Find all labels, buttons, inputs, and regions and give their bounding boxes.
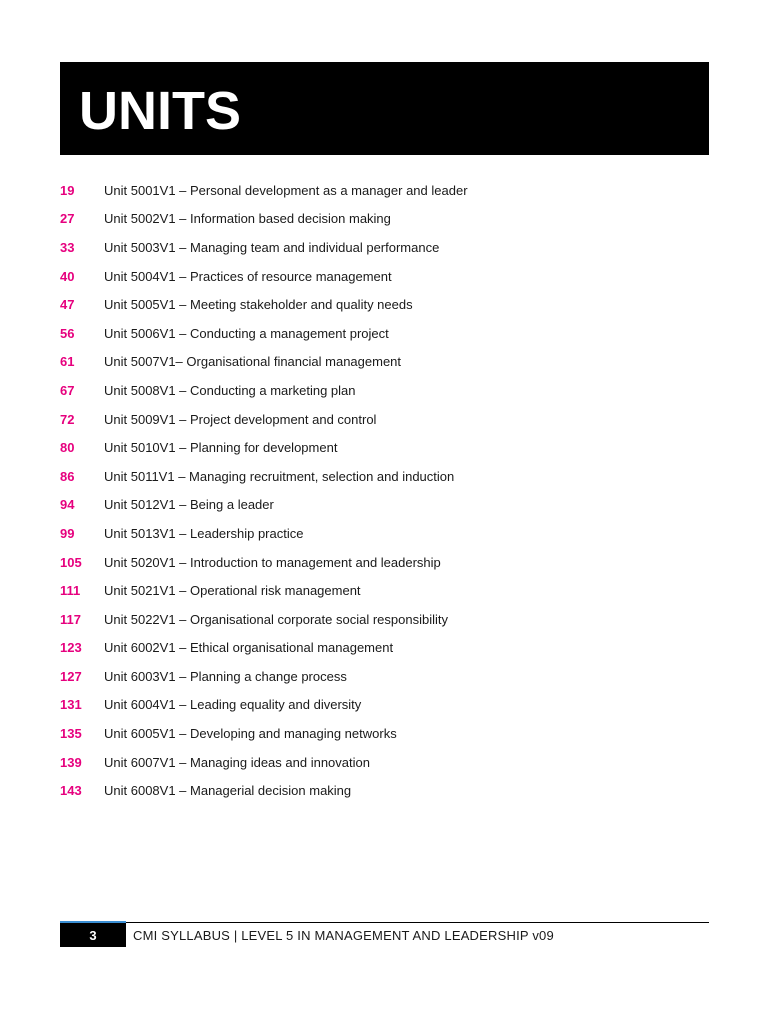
units-list: [60, 176, 709, 805]
unit-page-number: 131: [60, 697, 82, 713]
unit-row: [60, 405, 709, 434]
unit-title: Unit 6002V1 – Ethical organisational management: [104, 640, 394, 656]
unit-title: Unit 5013V1 – Leadership practice: [104, 525, 304, 541]
header-band: [60, 62, 709, 155]
unit-row: [60, 233, 709, 262]
unit-row: [60, 376, 709, 405]
unit-title: Unit 5006V1 – Conducting a management project: [104, 325, 389, 341]
unit-title: Unit 5010V1 – Planning for development: [104, 440, 338, 456]
unit-row: [60, 462, 709, 491]
page-title: UNITS: [79, 81, 241, 141]
unit-title: Unit 5004V1 – Practices of resource management: [104, 268, 392, 284]
unit-row: [60, 719, 709, 748]
unit-row: [60, 205, 709, 234]
unit-title: Unit 5008V1 – Conducting a marketing plan: [104, 382, 356, 398]
unit-title: Unit 6008V1 – Managerial decision making: [104, 783, 352, 799]
unit-page-number: 86: [60, 468, 75, 484]
unit-page-number: 40: [60, 268, 75, 284]
unit-page-number: 94: [60, 497, 75, 513]
unit-title: Unit 5022V1 – Organisational corporate social responsibility: [104, 611, 448, 627]
unit-page-number: 127: [60, 668, 82, 684]
unit-row: [60, 176, 709, 205]
unit-page-number: 33: [60, 239, 75, 255]
unit-page-number: 139: [60, 754, 82, 770]
unit-title: Unit 5005V1 – Meeting stakeholder and quality needs: [104, 297, 413, 313]
unit-row: [60, 433, 709, 462]
unit-page-number: 80: [60, 440, 75, 456]
unit-row: [60, 576, 709, 605]
unit-row: [60, 605, 709, 634]
unit-page-number: 123: [60, 640, 82, 656]
unit-page-number: 135: [60, 726, 82, 742]
unit-page-number: 27: [60, 211, 75, 227]
unit-page-number: 19: [60, 182, 75, 198]
unit-title: Unit 5011V1 – Managing recruitment, selection and induction: [104, 468, 455, 484]
unit-page-number: 61: [60, 354, 75, 370]
unit-row: [60, 776, 709, 805]
unit-title: Unit 5002V1 – Information based decision making: [104, 211, 391, 227]
unit-title: Unit 5012V1 – Being a leader: [104, 497, 274, 513]
unit-title: Unit 5021V1 – Operational risk management: [104, 583, 361, 599]
unit-page-number: 117: [60, 611, 81, 627]
unit-title: Unit 5003V1 – Managing team and individual performance: [104, 239, 440, 255]
unit-page-number: 47: [60, 297, 75, 313]
unit-title: Unit 6004V1 – Leading equality and diversity: [104, 697, 362, 713]
unit-title: Unit 5007V1– Organisational financial management: [104, 354, 402, 370]
unit-page-number: 56: [60, 325, 75, 341]
unit-row: [60, 691, 709, 720]
unit-title: Unit 6003V1 – Planning a change process: [104, 668, 347, 684]
unit-row: [60, 634, 709, 663]
unit-page-number: 105: [60, 554, 82, 570]
footer-page-number: 3: [60, 923, 126, 947]
unit-row: [60, 319, 709, 348]
unit-row: [60, 290, 709, 319]
unit-row: [60, 748, 709, 777]
unit-page-number: 72: [60, 411, 75, 427]
unit-title: Unit 5009V1 – Project development and control: [104, 411, 377, 427]
unit-page-number: 111: [60, 583, 81, 599]
unit-row: [60, 262, 709, 291]
unit-row: [60, 491, 709, 520]
unit-title: Unit 6007V1 – Managing ideas and innovation: [104, 754, 370, 770]
unit-title: Unit 5020V1 – Introduction to management and leadership: [104, 554, 441, 570]
unit-page-number: 99: [60, 525, 75, 541]
unit-page-number: 143: [60, 783, 82, 799]
unit-row: [60, 519, 709, 548]
unit-row: [60, 662, 709, 691]
unit-title: Unit 5001V1 – Personal development as a manager and leader: [104, 182, 468, 198]
unit-page-number: 67: [60, 382, 75, 398]
unit-row: [60, 348, 709, 377]
unit-title: Unit 6005V1 – Developing and managing networks: [104, 726, 397, 742]
footer-title: CMI SYLLABUS | LEVEL 5 IN MANAGEMENT AND LEADERSHIP v09: [133, 927, 554, 943]
unit-row: [60, 548, 709, 577]
